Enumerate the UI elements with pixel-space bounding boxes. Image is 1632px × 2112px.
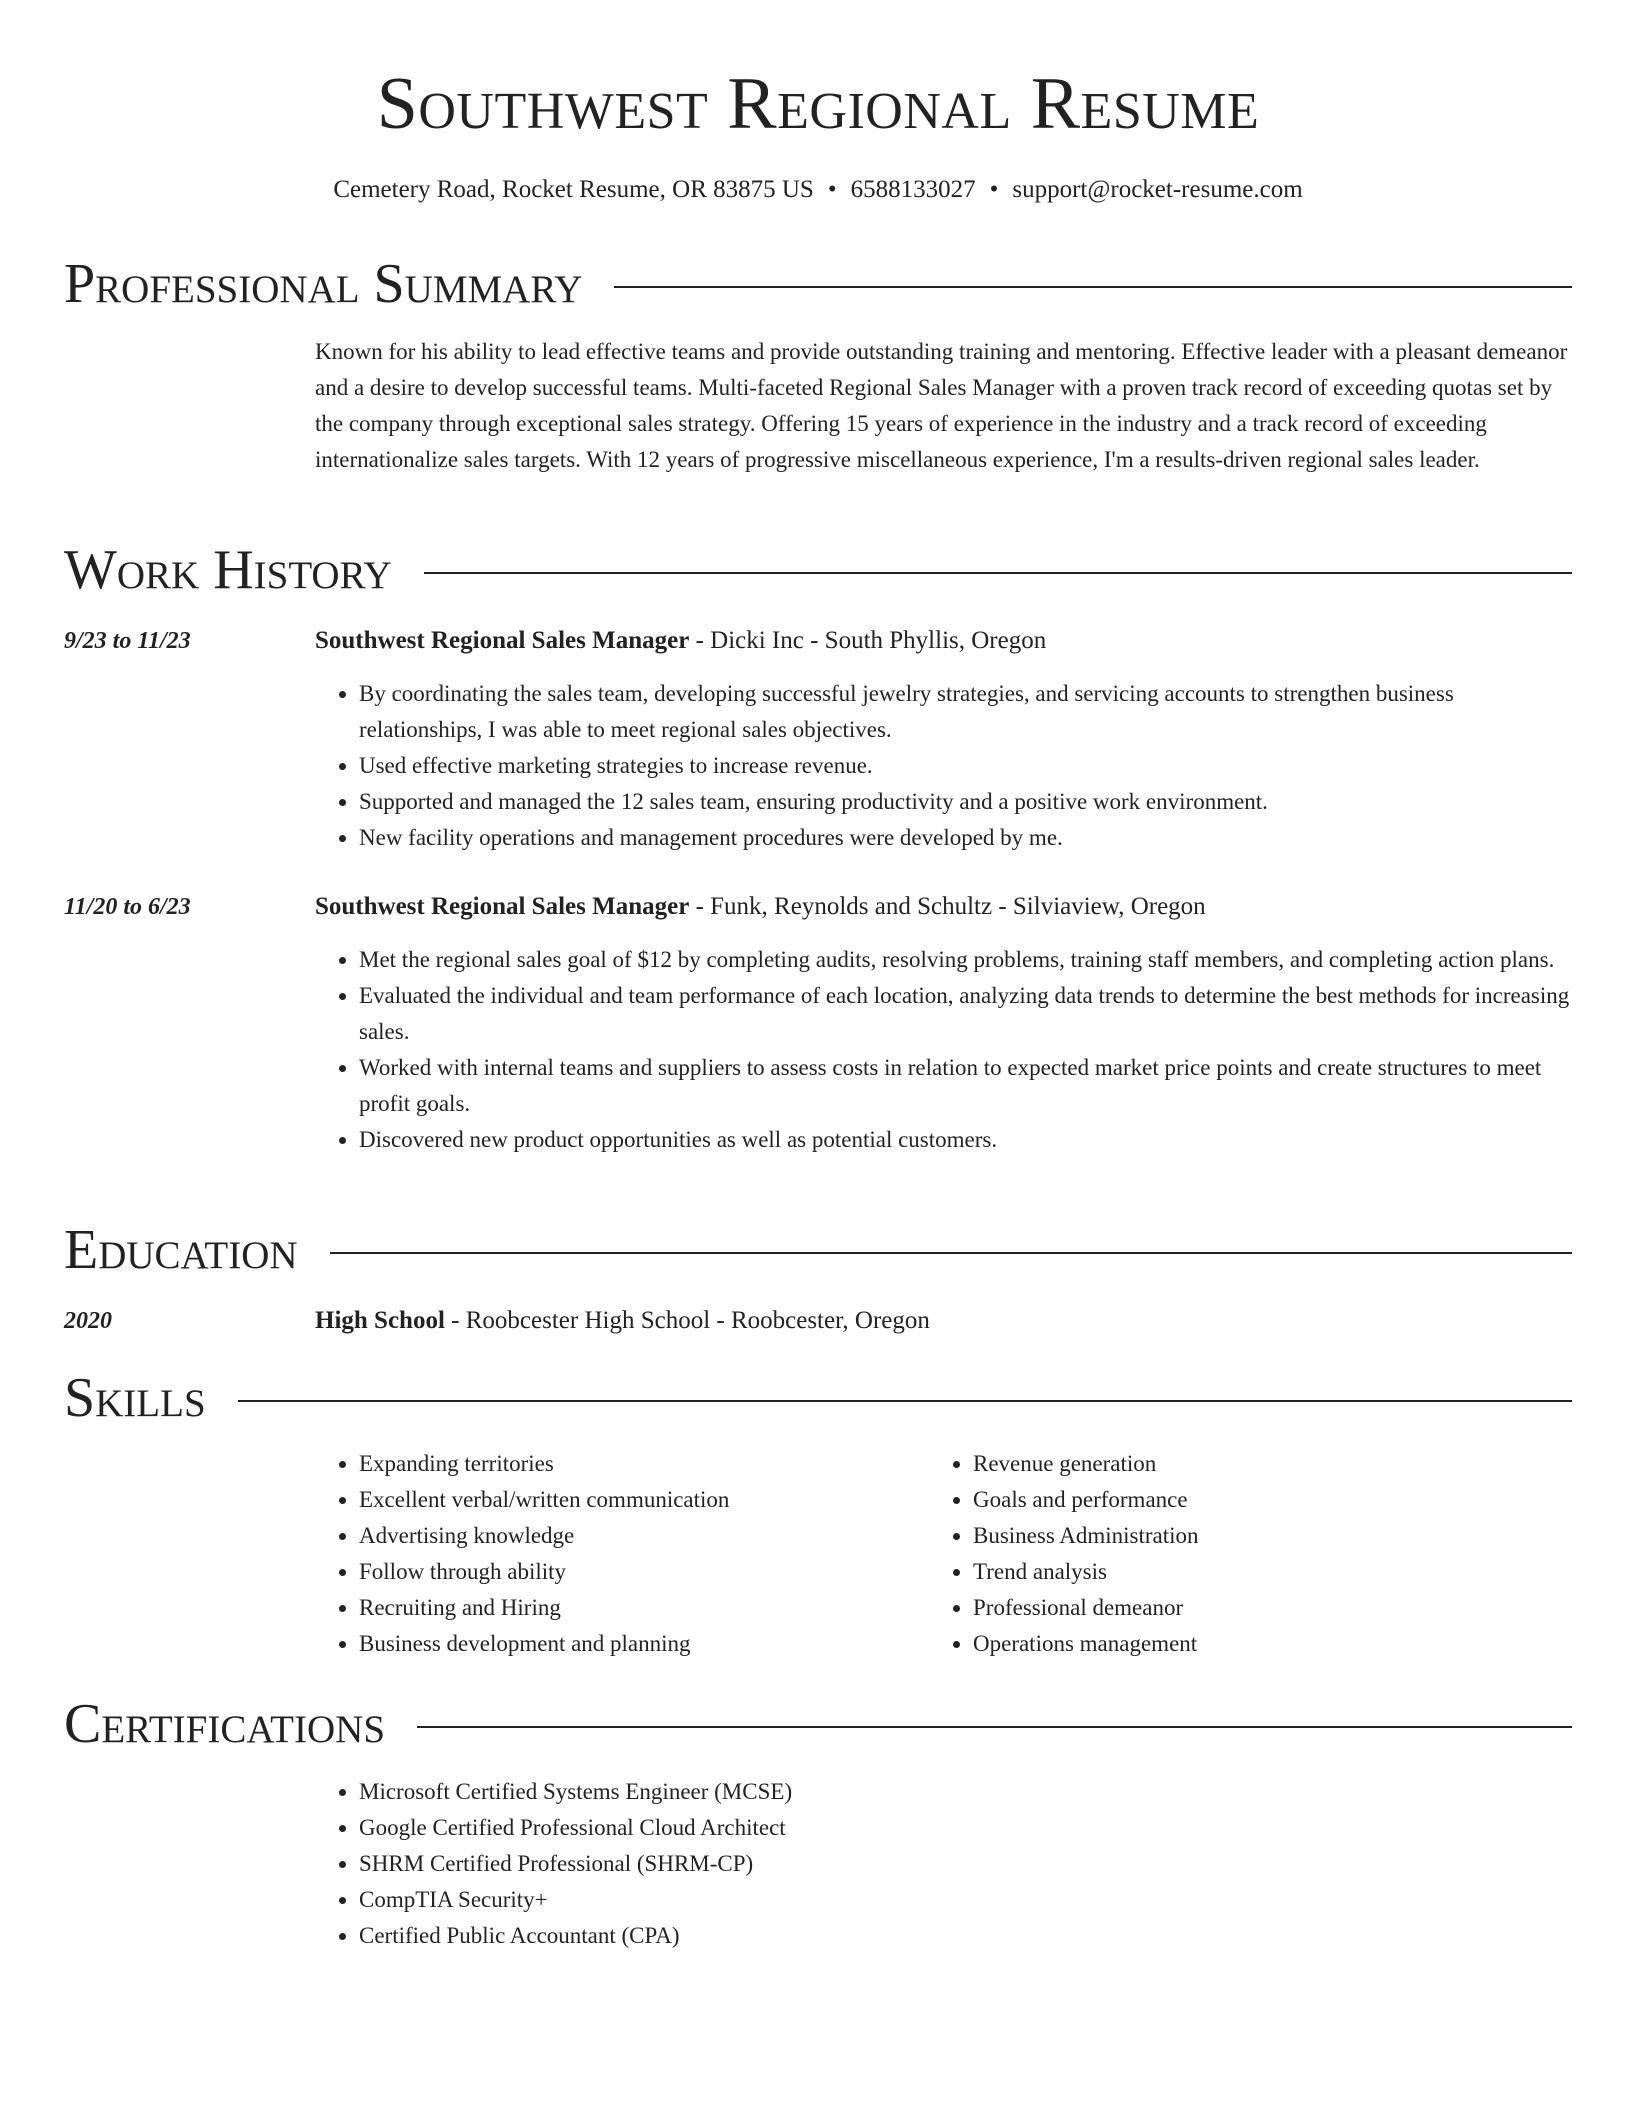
job-bullet: • Met the regional sales goal of $12 by completing audits, resolving problems, training staff members, and completing action plans.	[359, 942, 1572, 978]
section-divider	[424, 572, 1572, 574]
skills-section-header	[64, 1366, 1572, 1430]
skill-item: • Expanding territories	[359, 1446, 915, 1482]
certifications-list	[315, 1774, 1572, 1954]
certification-item: • SHRM Certified Professional (SHRM-CP)	[359, 1846, 1572, 1882]
education-section-title: Education	[64, 1219, 298, 1281]
job-dates: 11/20 to 6/23	[64, 894, 191, 920]
skills-list-right	[929, 1446, 1529, 1662]
summary-text: Known for his ability to lead effective teams and provide outstanding training and mentoring. Effective leader with a pleasant demeanor and a desire to develop successful teams. Multi-faceted Regional Sales Manager with a proven track record of exceeding quotas set by the company through exceptional sales strategy. Offering 15 years of experience in the industry and a track record of exceeding internationalize sales targets. With 12 years of progressive miscellaneous experience, I'm a results-driven regional sales leader.	[315, 339, 1568, 472]
job-details: - Dicki Inc - South Phyllis, Oregon	[689, 627, 1047, 654]
summary-section-header	[64, 252, 1572, 316]
contact-email: support@rocket-resume.com	[1012, 176, 1303, 203]
job-header	[315, 890, 1572, 924]
certifications-section-title: Certifications	[64, 1693, 386, 1755]
job-bullet: • Discovered new product opportunities as well as potential customers.	[359, 1122, 1572, 1158]
job-bullet: • New facility operations and management procedures were developed by me.	[359, 820, 1572, 856]
contact-phone: 6588133027	[850, 176, 976, 203]
resume-name: Southwest Regional Resume	[376, 63, 1260, 145]
education-year: 2020	[64, 1308, 112, 1334]
education-section-header	[64, 1218, 1572, 1282]
summary-section-title: Professional Summary	[64, 253, 583, 315]
section-divider	[238, 1400, 1572, 1402]
work-section-title: Work History	[64, 539, 392, 601]
section-divider	[417, 1726, 1572, 1728]
job-header	[315, 624, 1572, 658]
skill-item: • Operations management	[973, 1626, 1529, 1662]
skills-section-title: Skills	[64, 1367, 206, 1429]
job-role: Southwest Regional Sales Manager	[315, 893, 690, 920]
skill-item: • Recruiting and Hiring	[359, 1590, 915, 1626]
skill-item: • Business development and planning	[359, 1626, 915, 1662]
job-bullets	[315, 676, 1572, 856]
job-dates: 9/23 to 11/23	[64, 628, 191, 654]
job-bullet: • Worked with internal teams and suppliers to assess costs in relation to expected market price points and create structures to meet profit goals.	[359, 1050, 1572, 1122]
section-divider	[614, 286, 1572, 288]
skill-item: • Revenue generation	[973, 1446, 1529, 1482]
job-bullet: • Evaluated the individual and team performance of each location, analyzing data trends to determine the best methods for increasing sales.	[359, 978, 1572, 1050]
contact-address: Cemetery Road, Rocket Resume, OR 83875 US	[333, 176, 814, 203]
skill-item: • Goals and performance	[973, 1482, 1529, 1518]
job-bullet: • By coordinating the sales team, developing successful jewelry strategies, and servicing accounts to strengthen business relationships, I was able to meet regional sales objectives.	[359, 676, 1572, 748]
certifications-section-header	[64, 1692, 1572, 1756]
contact-separator: •	[827, 176, 837, 203]
skills-list-left	[315, 1446, 915, 1662]
education-degree: High School	[315, 1307, 445, 1334]
work-section-header	[64, 538, 1572, 602]
job-bullet: • Used effective marketing strategies to increase revenue.	[359, 748, 1572, 784]
contact-line	[64, 174, 1572, 206]
contact-separator: •	[989, 176, 999, 203]
skill-item: • Excellent verbal/written communication	[359, 1482, 915, 1518]
job-bullet: • Supported and managed the 12 sales team, ensuring productivity and a positive work environment.	[359, 784, 1572, 820]
job-bullets	[315, 942, 1572, 1158]
skill-item: • Advertising knowledge	[359, 1518, 915, 1554]
education-header	[315, 1304, 1572, 1338]
education-details: - Roobcester High School - Roobcester, Oregon	[444, 1307, 930, 1334]
certification-item: • Microsoft Certified Systems Engineer (MCSE)	[359, 1774, 1572, 1810]
certification-item: • Certified Public Accountant (CPA)	[359, 1918, 1572, 1954]
skill-item: • Trend analysis	[973, 1554, 1529, 1590]
job-role: Southwest Regional Sales Manager	[315, 627, 690, 654]
certification-item: • Google Certified Professional Cloud Architect	[359, 1810, 1572, 1846]
certification-item: • CompTIA Security+	[359, 1882, 1572, 1918]
job-details: - Funk, Reynolds and Schultz - Silviaview, Oregon	[689, 893, 1206, 920]
section-divider	[330, 1252, 1572, 1254]
skill-item: • Follow through ability	[359, 1554, 915, 1590]
skill-item: • Professional demeanor	[973, 1590, 1529, 1626]
skill-item: • Business Administration	[973, 1518, 1529, 1554]
